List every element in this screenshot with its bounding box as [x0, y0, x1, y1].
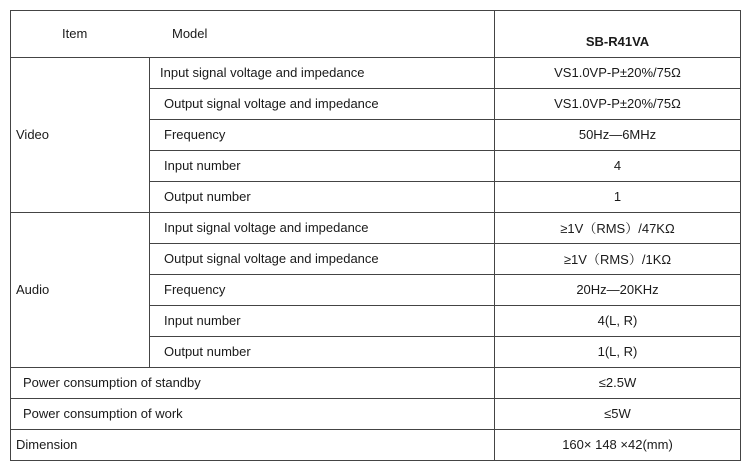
row-label: Input signal voltage and impedance — [164, 220, 369, 235]
row-value: 4 — [613, 158, 622, 173]
row-label: Frequency — [164, 282, 226, 297]
row-value: 20Hz—20KHz — [576, 282, 659, 297]
row-value: VS1.0VP-P±20%/75Ω — [554, 65, 681, 80]
header-model-value: SB-R41VA — [585, 34, 650, 49]
row-label: Output signal voltage and impedance — [164, 251, 379, 266]
row-value: VS1.0VP-P±20%/75Ω — [554, 96, 681, 111]
row-label: Output signal voltage and impedance — [164, 96, 379, 111]
row-value: 160× 148 ×42(mm) — [562, 437, 673, 452]
row-label: Dimension — [16, 437, 78, 452]
row-label: Power consumption of standby — [23, 375, 201, 390]
row-value: 1 — [613, 189, 622, 204]
table-border-right — [740, 10, 741, 461]
row-value: ≥1V（RMS）/1KΩ — [563, 252, 672, 267]
group-label-audio: Audio — [16, 282, 50, 297]
row-value: 4(L, R) — [597, 313, 638, 328]
row-label: Input signal voltage and impedance — [160, 65, 365, 80]
row-value: 50Hz—6MHz — [578, 127, 657, 142]
row-value: 1(L, R) — [597, 344, 638, 359]
row-value: ≤2.5W — [598, 375, 637, 390]
row-label: Output number — [164, 344, 251, 359]
row-value: ≥1V（RMS）/47KΩ — [560, 221, 675, 236]
row-label: Input number — [164, 313, 241, 328]
table-border-left — [10, 10, 11, 461]
spec-table — [10, 10, 741, 461]
table-border-bottom — [10, 460, 741, 461]
row-label: Frequency — [164, 127, 226, 142]
row-label: Input number — [164, 158, 241, 173]
row-label: Output number — [164, 189, 251, 204]
header-model: Model — [172, 26, 208, 41]
row-label: Power consumption of work — [23, 406, 183, 421]
group-label-video: Video — [16, 127, 50, 142]
header-item: Item — [62, 26, 88, 41]
table-border-top — [10, 10, 741, 11]
row-value: ≤5W — [604, 406, 631, 421]
